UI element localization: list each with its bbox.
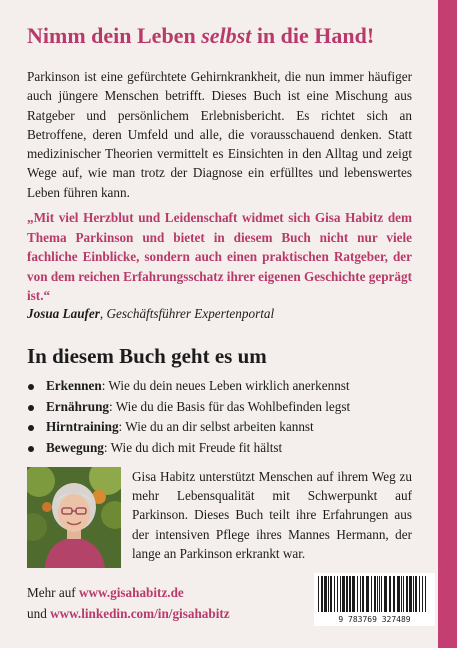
headline-part2: in die Hand! — [251, 23, 375, 48]
testimonial-quote: „Mit viel Herzblut und Leidenschaft widmet sich Gisa Habitz dem Thema Parkinson und bietet in diesem Buch nicht nur viele fachliche Einblicke, sondern auch einen praktischen Ratgeber, der von dem reichen Erfahrungsschatz ihrer eigenen Geschichte geprägt ist.“ — [27, 210, 412, 304]
author-bio: Gisa Habitz unterstützt Menschen auf ihrem Weg zu mehr Lebensqualität mit Schwerpunkt auf Parkinson. Dieses Buch teilt ihre Erfahrungen aus der intensiven Pflege ihres Mannes Hermann, der lange an Parkinson erkrankt war. — [132, 469, 412, 561]
author-photo — [27, 467, 121, 568]
linkedin-prefix: und — [27, 606, 51, 621]
linkedin-link[interactable]: www.linkedin.com/in/gisahabitz — [50, 606, 230, 621]
linkedin-line — [27, 603, 230, 624]
isbn-barcode — [314, 573, 435, 626]
bullet-icon — [28, 384, 34, 390]
contact-links — [27, 582, 230, 624]
topic-term: Erkennen — [46, 378, 102, 393]
topic-text: : Wie du dich mit Freude fit hältst — [103, 439, 283, 455]
list-item — [27, 417, 350, 438]
quote-attribution — [27, 306, 274, 322]
section-title: In diesem Buch geht es um — [27, 344, 267, 368]
barcode-number: 9 783769 327489 — [338, 615, 411, 624]
topic-term: Hirntraining — [46, 419, 119, 434]
website-prefix: Mehr auf — [27, 585, 79, 600]
bullet-icon — [28, 446, 34, 452]
quote-author-role: , Geschäftsführer Expertenportal — [99, 306, 275, 321]
topic-text: : Wie du die Basis für das Wohlbefinden legst — [109, 398, 351, 414]
headline-emphasis: selbst — [201, 23, 252, 48]
list-item — [27, 438, 350, 459]
topic-list — [27, 376, 350, 458]
bullet-icon — [28, 405, 34, 411]
topic-text: : Wie du an dir selbst arbeiten kannst — [118, 419, 314, 434]
website-line — [27, 582, 230, 603]
spine-stripe — [438, 0, 457, 648]
barcode-bars — [314, 573, 435, 615]
quote-author: Josua Laufer — [27, 306, 100, 321]
topic-term: Bewegung — [46, 439, 104, 455]
website-link[interactable]: www.gisahabitz.de — [79, 585, 184, 600]
topic-term: Ernährung — [46, 398, 110, 414]
headline-part1: Nimm dein Leben — [27, 23, 202, 48]
bullet-icon — [28, 425, 34, 431]
list-item — [27, 376, 350, 397]
topic-text: : Wie du dein neues Leben wirklich anerkennst — [101, 378, 350, 393]
headline — [27, 23, 374, 49]
list-item — [27, 397, 350, 418]
intro-paragraph: Parkinson ist eine gefürchtete Gehirnkrankheit, die nun immer häufiger auch jüngere Menschen betrifft. Dieses Buch ist eine Mischung aus Ratgeber und persönlichem Erlebnisbericht. Es richtet sich an Betroffene, deren Umfeld und alle, die vorausschauend denken. Statt medizinischer Theorien vermittelt es Einsichten in den Alltag und zeigt Wege auf, wie man trotz der Diagnose ein erfülltes und lebenswertes Leben führen kann. — [27, 69, 412, 200]
